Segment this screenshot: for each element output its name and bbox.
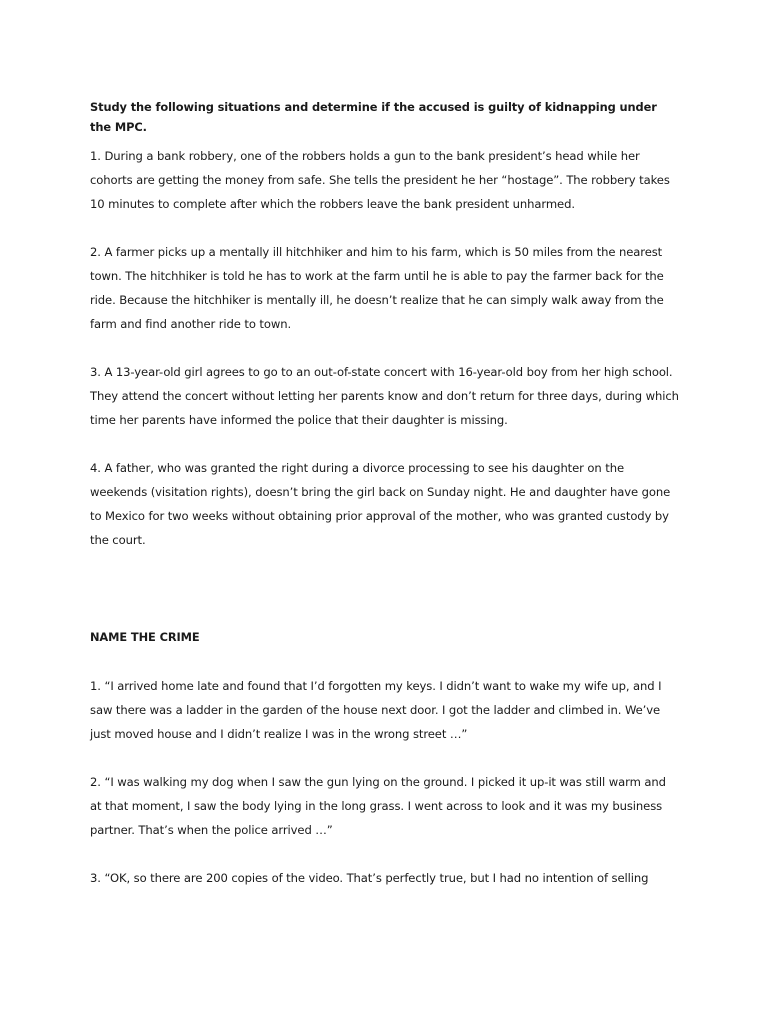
kidnapping-instructions-heading: Study the following situations and determine if the accused is guilty of kidnapping under the MPC. [90, 100, 657, 134]
kidnapping-situation-3: 3. A 13-year-old girl agrees to go to an out-of-state concert with 16-year-old boy from her high school. They attend the concert without letting her parents know and don’t return for three days, during which time her parents have informed the police that their daughter is missing. [90, 365, 679, 427]
kidnapping-situation-2: 2. A farmer picks up a mentally ill hitchhiker and him to his farm, which is 50 miles from the nearest town. The hitchhiker is told he has to work at the farm until he is able to pay the farmer back for the ride. Because the hitchhiker is mentally ill, he doesn’t realize that he can simply walk away from the farm and find another ride to town. [90, 245, 664, 331]
crime-statement-1: 1. “I arrived home late and found that I’d forgotten my keys. I didn’t want to wake my wife up, and I saw there was a ladder in the garden of the house next door. I got the ladder and climbed in. We’ve just moved house and I didn’t realize I was in the wrong street …” [90, 679, 662, 741]
crime-statement-3: 3. “OK, so there are 200 copies of the video. That’s perfectly true, but I had no intention of selling [90, 871, 649, 885]
crime-statement-2: 2. “I was walking my dog when I saw the gun lying on the ground. I picked it up-it was still warm and at that moment, I saw the body lying in the long grass. I went across to look and it was my business partner. That’s when the police arrived …” [90, 775, 666, 837]
name-the-crime-heading: NAME THE CRIME [90, 630, 200, 644]
kidnapping-situation-1: 1. During a bank robbery, one of the robbers holds a gun to the bank president’s head while her cohorts are getting the money from safe. She tells the president he her “hostage”. The robbery takes 10 minutes to complete after which the robbers leave the bank president unharmed. [90, 149, 670, 211]
kidnapping-situation-4: 4. A father, who was granted the right during a divorce processing to see his daughter on the weekends (visitation rights), doesn’t bring the girl back on Sunday night. He and daughter have gone to Mexico for two weeks without obtaining prior approval of the mother, who was granted custody by the court. [90, 461, 671, 547]
